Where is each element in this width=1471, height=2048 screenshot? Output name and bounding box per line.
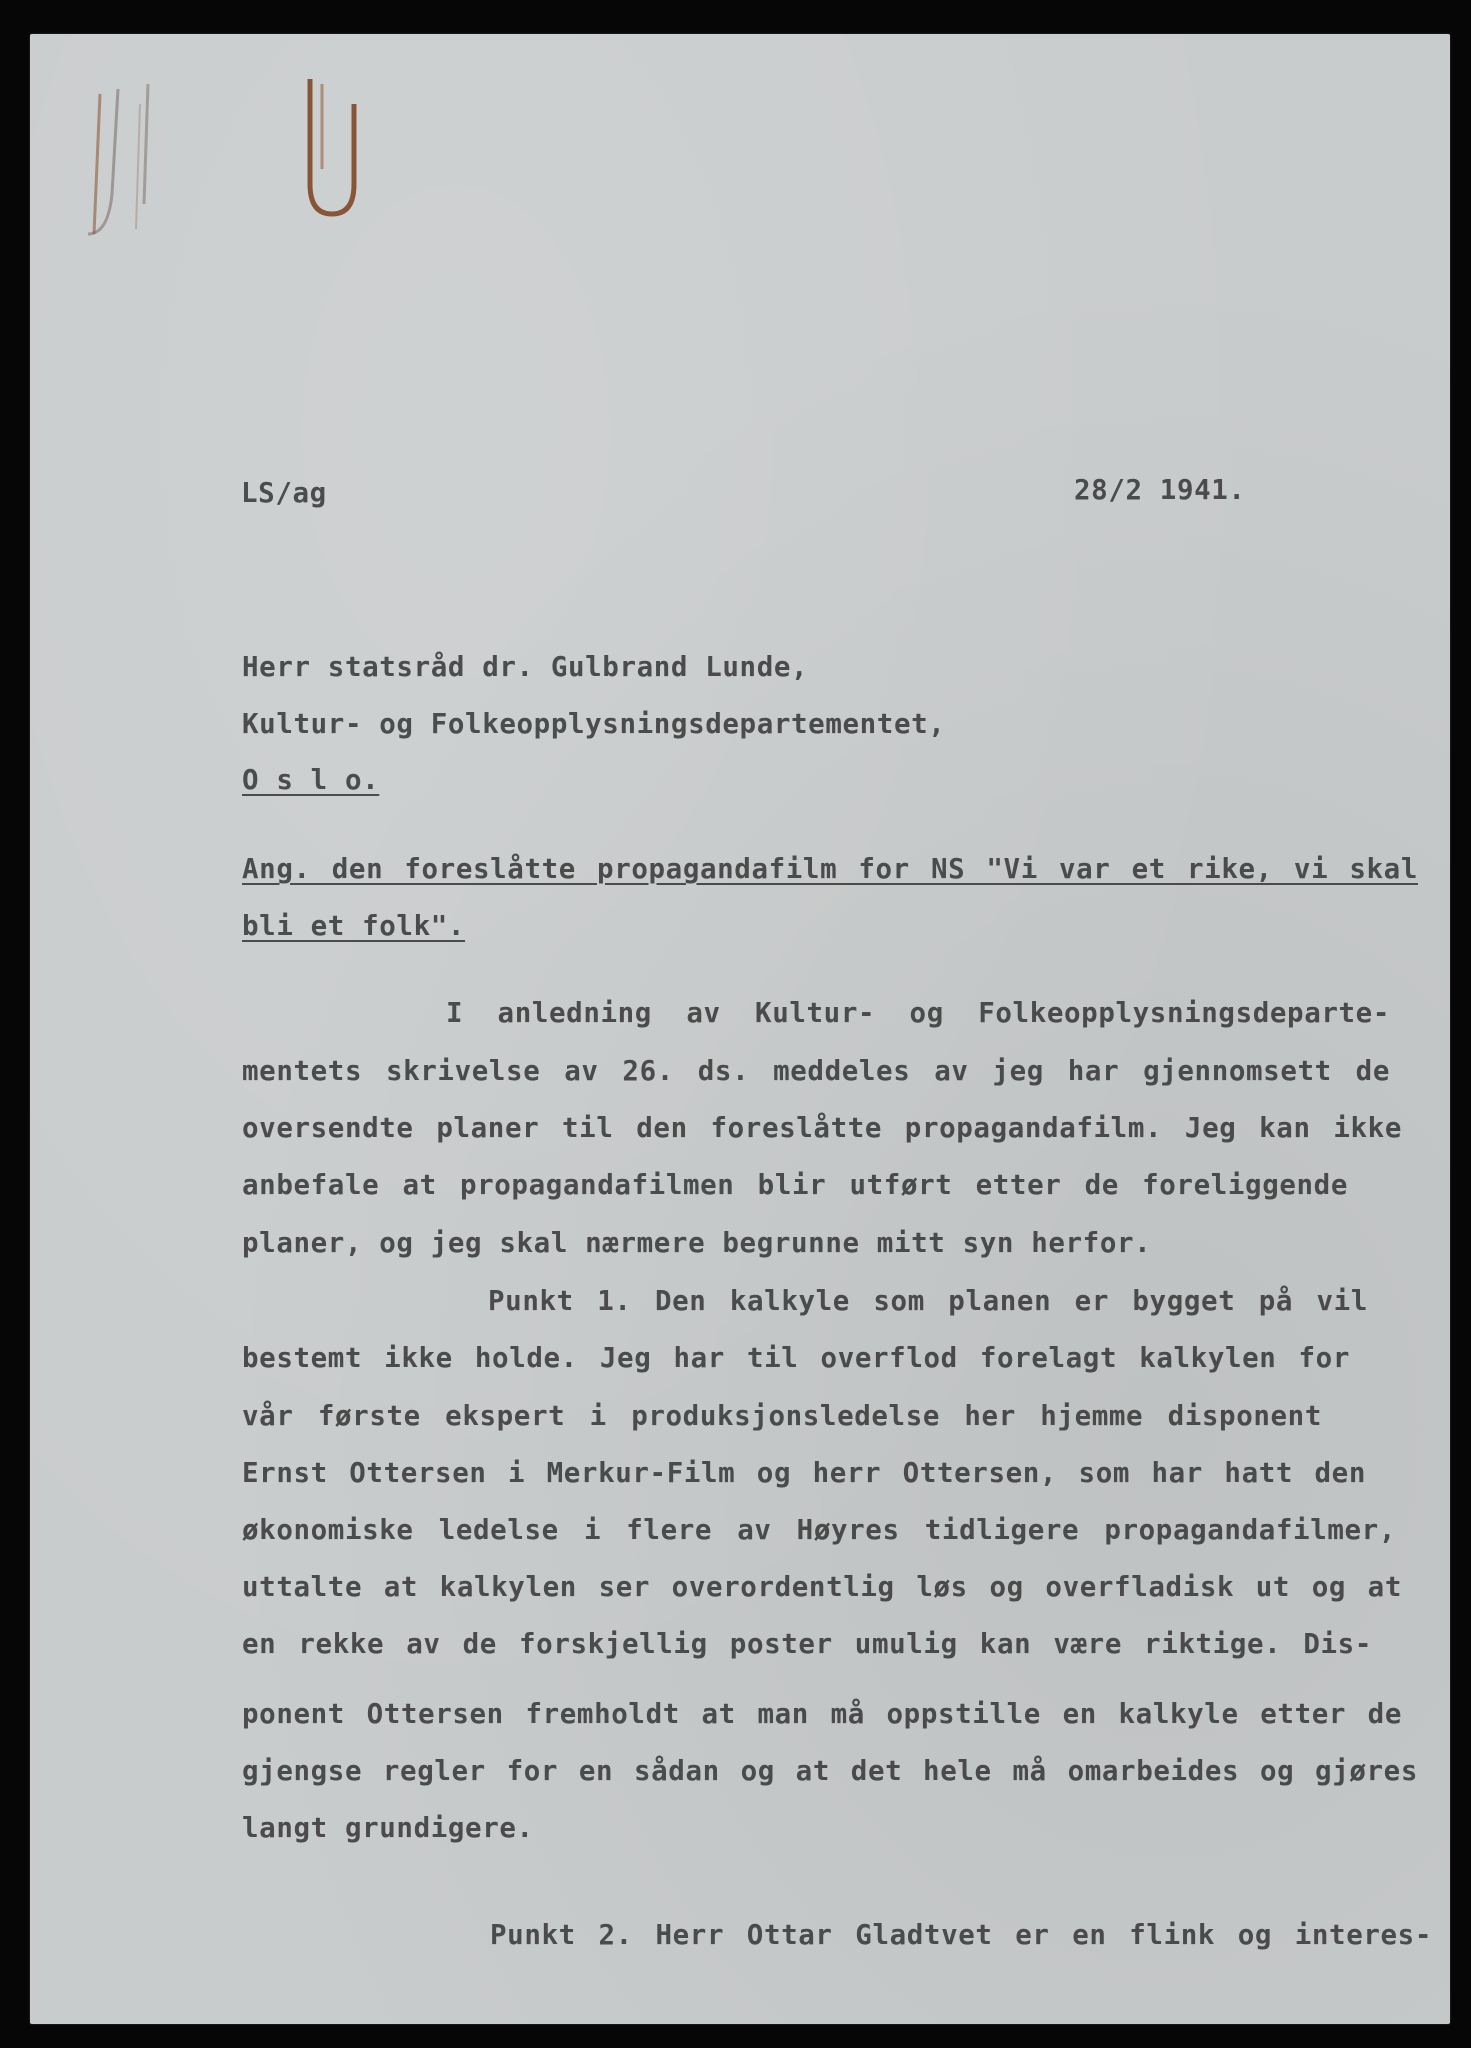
paragraph-3-line: Punkt 2. Herr Ottar Gladtvet er en flink og interes-: [490, 1919, 1432, 1951]
paragraph-2-line: en rekke av de forskjellig poster umulig kan være riktige. Dis-: [242, 1628, 1372, 1660]
paragraph-2-line: vår første ekspert i produksjonsledelse her hjemme disponent: [242, 1400, 1322, 1432]
paragraph-1-line: I anledning av Kultur- og Folkeopplysningsdeparte-: [446, 997, 1390, 1029]
paragraph-1-line: oversendte planer til den foreslåtte propagandafilm. Jeg kan ikke: [242, 1112, 1402, 1144]
pencil-marks-icon: [78, 84, 178, 244]
paperclip-mark-icon: [302, 74, 362, 224]
paragraph-1-line: mentets skrivelse av 26. ds. meddeles av jeg har gjennomsett de: [242, 1055, 1390, 1087]
letter-date: 28/2 1941.: [1074, 474, 1246, 506]
recipient-department: Kultur- og Folkeopplysningsdepartementet,: [242, 708, 946, 740]
paragraph-1-line: anbefale at propagandafilmen blir utført etter de foreliggende: [242, 1169, 1348, 1201]
subject-line-1: Ang. den foreslåtte propagandafilm for NS "Vi var et rike, vi skal: [242, 853, 1418, 885]
paragraph-1-line: planer, og jeg skal nærmere begrunne mitt syn herfor.: [242, 1227, 1152, 1259]
paragraph-2-line: Punkt 1. Den kalkyle som planen er bygget på vil: [488, 1285, 1368, 1317]
paragraph-2-line: ponent Ottersen fremholdt at man må oppstille en kalkyle etter de: [242, 1698, 1402, 1730]
subject-line-2: bli et folk".: [242, 910, 466, 942]
recipient-name: Herr statsråd dr. Gulbrand Lunde,: [242, 651, 809, 683]
recipient-city: O s l o.: [242, 764, 380, 796]
paragraph-2-line: økonomiske ledelse i flere av Høyres tidligere propagandafilmer,: [242, 1514, 1396, 1546]
paragraph-2-line: bestemt ikke holde. Jeg har til overflod forelagt kalkylen for: [242, 1342, 1350, 1374]
reference-code: LS/ag: [241, 477, 327, 509]
paragraph-2-line: Ernst Ottersen i Merkur-Film og herr Ottersen, som har hatt den: [242, 1457, 1366, 1489]
letter-page: [30, 34, 1450, 2024]
paragraph-2-line: uttalte at kalkylen ser overordentlig løs og overfladisk ut og at: [242, 1571, 1402, 1603]
paragraph-2-line: gjengse regler for en sådan og at det hele må omarbeides og gjøres: [242, 1755, 1418, 1787]
paragraph-2-line: langt grundigere.: [242, 1812, 534, 1844]
